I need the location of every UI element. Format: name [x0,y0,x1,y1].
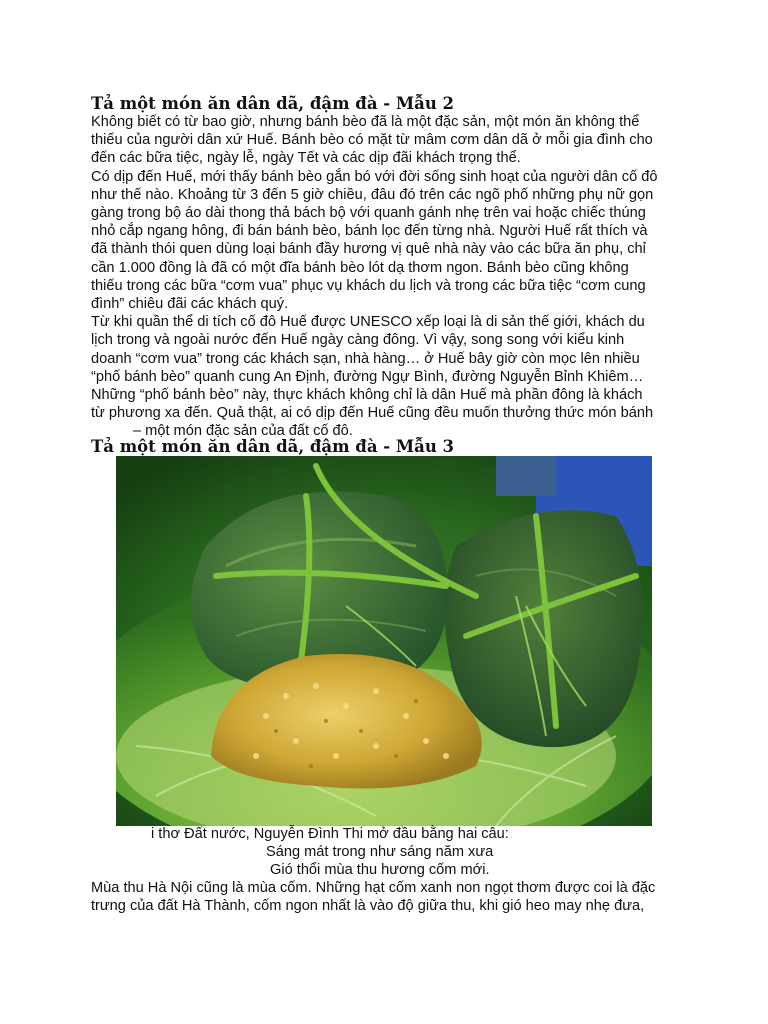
body-line: Có dịp đến Huế, mới thấy bánh bèo gắn bó với đời sống sinh hoạt của người dân cố đô [91,168,658,185]
body-line: gàng trong bộ áo dài thong thả bách bộ với quanh gánh nhẹ trên vai hoặc chiếc thúng [91,205,646,222]
body-line: Không biết có từ bao giờ, nhưng bánh bèo đã là một đặc sản, một món ăn không thể [91,114,640,130]
com-photo-illustration [116,456,652,826]
poem-line-2: Gió thổi mùa thu hương cốm mới. [270,862,490,878]
section-2-title: Tả một món ăn dân dã, đậm đà - Mẫu 2 [91,94,455,113]
body-line: từ phương xa đến. Quả thật, ai có dịp đến Huế cũng đều muốn thưởng thức món bánh [91,405,654,422]
body-line: thiếu của người dân xứ Huế. Bánh bèo có mặt từ mâm cơm dân dã ở mỗi gia đình cho [91,132,653,149]
body-line: lịch trong và ngoài nước đến Huế ngày càng đông. Vì vậy, song song với kiểu kinh [91,332,625,349]
body-line: đình” chiêu đãi các khách quý. [91,296,289,313]
body-line: “phố bánh bèo” quanh cung An Định, đường Ngự Bình, đường Nguyễn Bỉnh Khiêm… [91,368,644,385]
body-line: Những “phố bánh bèo” này, thực khách không chỉ là dân Huế mà phần đông là khách [91,387,643,404]
body-line: trưng của đất Hà Thành, cốm ngon nhất là vào độ giữa thu, khi gió heo may nhẹ đưa, [91,898,645,915]
poem-line-1: Sáng mát trong như sáng năm xưa [266,844,494,860]
body-line: Từ khi quần thể di tích cố đô Huế được UNESCO xếp loại là di sản thế giới, khách du [91,314,645,331]
body-line: cần 1.000 đồng là đã có một đĩa bánh bèo lót dạ thơm ngon. Bánh bèo cũng không [91,259,629,276]
body-line: – một món đặc sản của đất cố đô. [133,423,353,440]
body-line: nhỏ cắp ngang hông, đi bán bánh bèo, bánh lọc đến từng nhà. Người Huế rất thích và [91,223,648,240]
body-line: thiếu trong các bữa “cơm vua” phục vụ khách du lịch và trong các bữa tiệc “cơm cung [91,277,646,294]
body-line: doanh “cơm vua” trong các khách sạn, nhà hàng… ở Huế bây giờ còn mọc lên nhiều [91,350,640,367]
body-line: đã thành thói quen dùng loại bánh đầy hương vị quê nhà này vào các bữa ăn phụ, chỉ [91,241,646,258]
poem-intro: i thơ Đất nước, Nguyễn Đình Thi mở đầu bằng hai câu: [151,826,509,842]
closing-paragraph [91,879,691,915]
body-line: Mùa thu Hà Nội cũng là mùa cốm. Những hạt cốm xanh non ngọt thơm được coi là đặc [91,880,656,896]
section-2-body [91,113,691,441]
com-photo [116,456,652,826]
body-line: đến các bữa tiệc, ngày lễ, ngày Tết và các dịp đãi khách trọng thể. [91,150,521,167]
section-3-title: Tả một món ăn dân dã, đậm đà - Mẫu 3 [91,437,455,456]
body-line: như thế nào. Khoảng từ 3 đến 5 giờ chiều, đâu đó trên các ngõ phố những phụ nữ gọn [91,186,654,203]
